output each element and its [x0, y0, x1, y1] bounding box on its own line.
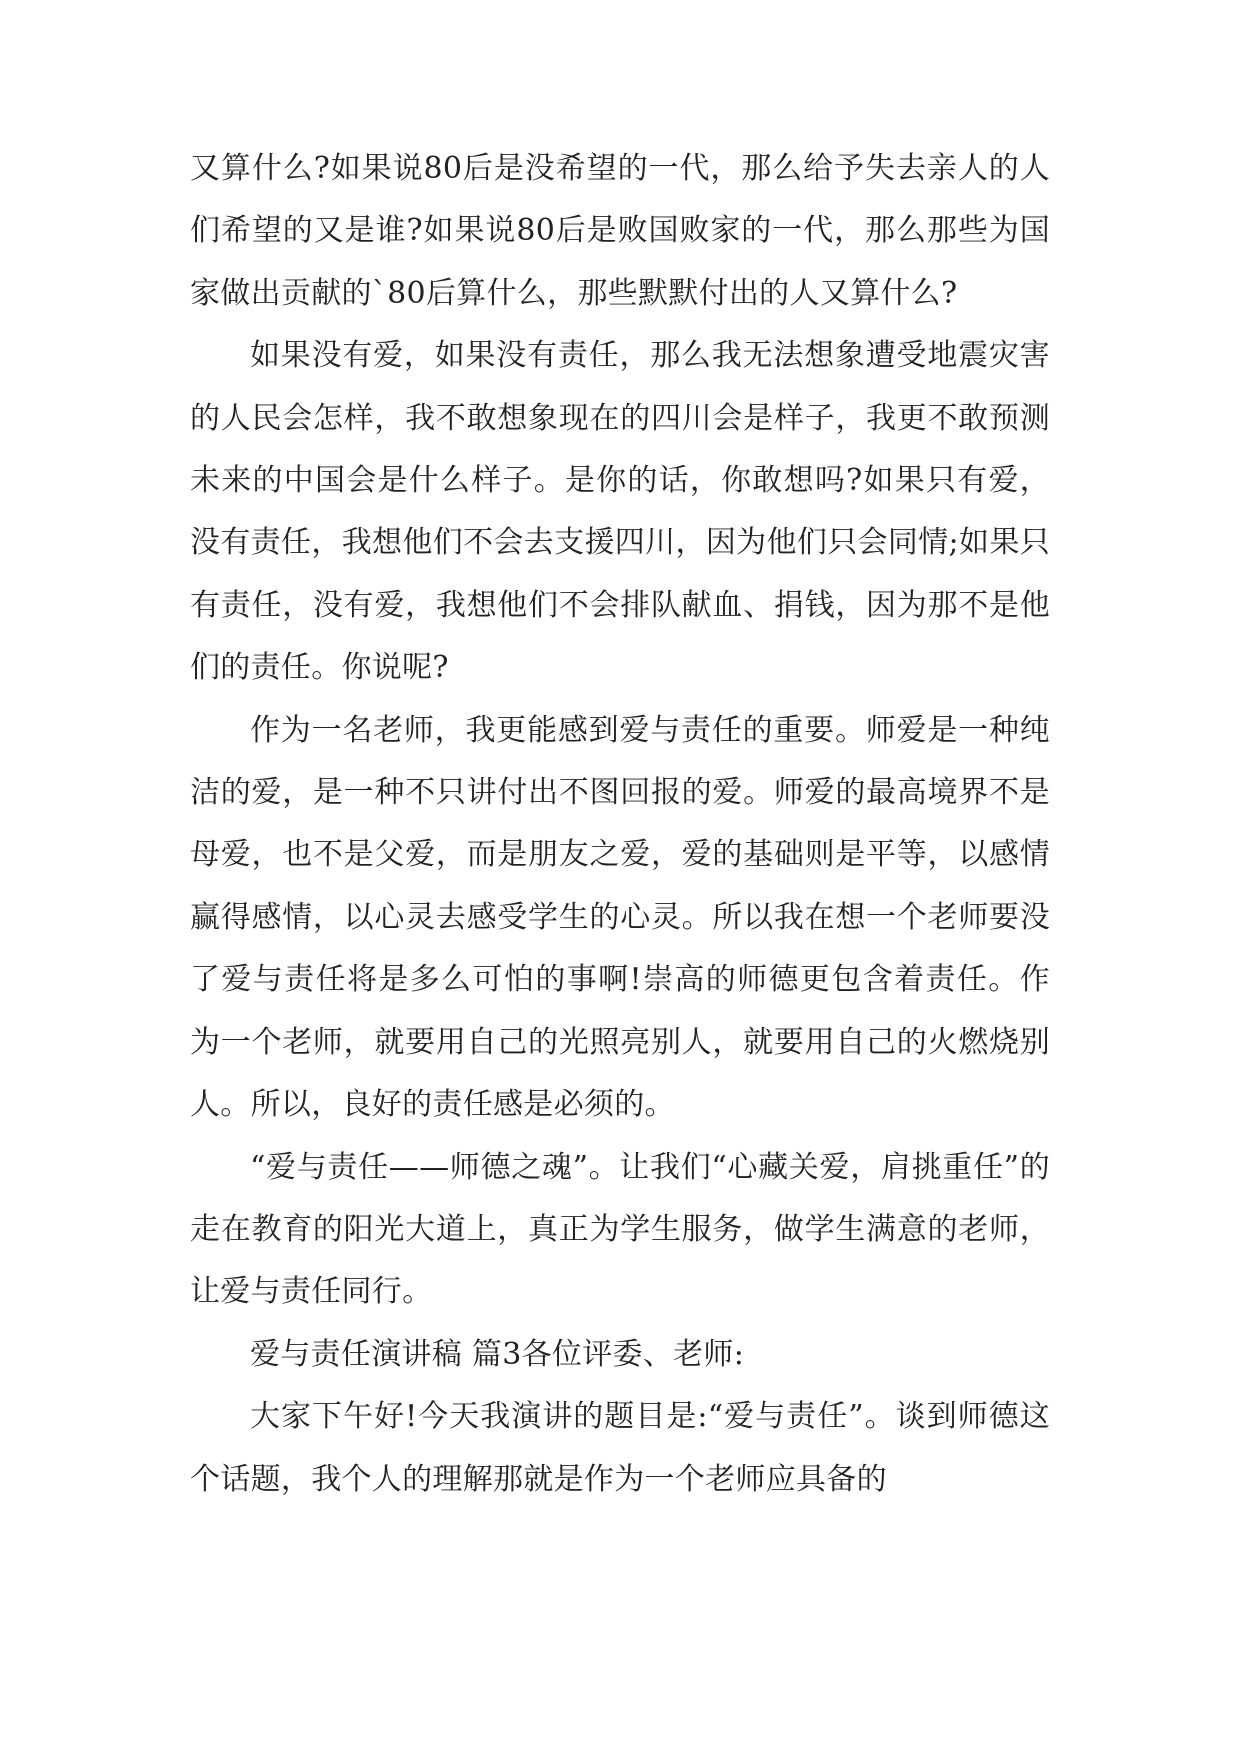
paragraph-speech-opening: 大家下午好!今天我演讲的题目是:“爱与责任”。谈到师德这个话题，我个人的理解那就是作为一个老师应具备的	[190, 1399, 1050, 1497]
paragraph-conclusion: “爱与责任——师德之魂”。让我们“心藏关爱，肩挑重任”的走在教育的阳光大道上，真正为学生服务，做学生满意的老师，让爱与责任同行。	[190, 1149, 1050, 1310]
paragraph-continuation: 又算什么?如果说80后是没希望的一代，那么给予失去亲人的人们希望的又是谁?如果说80后是败国败家的一代，那么那些为国家做出贡献的`80后算什么，那些默默付出的人又算什么?	[190, 151, 1050, 311]
paragraph-speech-heading: 爱与责任演讲稿 篇3各位评委、老师:	[250, 1336, 745, 1372]
paragraph-teacher-love: 作为一名老师，我更能感到爱与责任的重要。师爱是一种纯洁的爱，是一种不只讲付出不图回报的爱。师爱的最高境界不是母爱，也不是父爱，而是朋友之爱，爱的基础则是平等，以感情赢得感情，以心灵去感受学生的心灵。所以我在想一个老师要没了爱与责任将是多么可怕的事啊!崇高的师德更包含着责任。作为一个老师，就要用自己的光照亮别人，就要用自己的火燃烧别人。所以，良好的责任感是必须的。	[190, 712, 1050, 1123]
paragraph-earthquake: 如果没有爱，如果没有责任，那么我无法想象遭受地震灾害的人民会怎样，我不敢想象现在的四川会是样子，我更不敢预测未来的中国会是什么样子。是你的话，你敢想吗?如果只有爱，没有责任，我想他们不会去支援四川，因为他们只会同情;如果只有责任，没有爱，我想他们不会排队献血、捐钱，因为那不是他们的责任。你说呢?	[190, 338, 1050, 686]
document-page	[190, 138, 1050, 1511]
